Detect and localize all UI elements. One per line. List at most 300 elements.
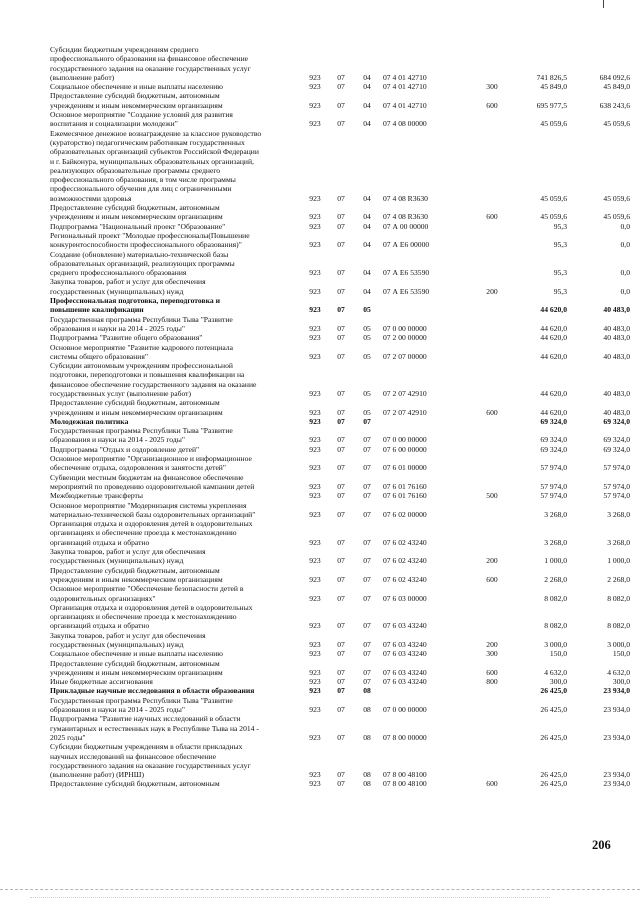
row-amount-1: 2 268,0 [544, 574, 567, 584]
row-amount-2: 69 324,0 [603, 444, 630, 454]
scan-artifact-line [0, 889, 640, 891]
row-gr-code: 923 [309, 640, 321, 649]
row-amount-2: 23 934,0 [603, 705, 630, 715]
row-amount-1: 69 324,0 [540, 444, 567, 454]
table-row [50, 333, 630, 343]
row-name: Социальное обеспечение и иные выплаты населению [50, 649, 223, 659]
row-rz-code: 07 [337, 621, 345, 631]
row-pr-code: 07 [363, 444, 371, 454]
row-target-article: 07 6 03 43240 [383, 640, 427, 649]
row-gr-code: 923 [309, 770, 321, 780]
row-rz-code: 07 [337, 82, 345, 92]
row-gr-code: 923 [309, 286, 321, 296]
row-rz-code: 07 [337, 677, 345, 687]
row-gr-code: 923 [309, 649, 321, 659]
table-row [50, 82, 630, 92]
row-target-article: 07 0 00 00000 [383, 435, 427, 445]
row-gr-code: 923 [309, 416, 321, 426]
row-name: Субсидии бюджетным учреждениям в области прикладных научных исследований на финансовое обеспечение государственного задания на оказание государственных услуг (выполнение работ) (ИРНШ) [50, 742, 251, 780]
row-rz-code: 07 [337, 509, 345, 519]
row-amount-2: 3 268,0 [607, 509, 630, 519]
table-row [50, 742, 630, 780]
row-gr-code: 923 [309, 305, 321, 315]
row-expense-type: 600 [486, 667, 498, 677]
row-pr-code: 04 [363, 268, 371, 278]
row-name: Подпрограмма "Отдых и оздоровление детей" [50, 444, 200, 454]
row-rz-code: 07 [337, 240, 345, 250]
row-amount-2: 23 934,0 [603, 779, 630, 789]
row-expense-type: 200 [486, 286, 498, 296]
row-gr-code: 923 [309, 388, 321, 398]
row-target-article: 07 0 00 00000 [383, 705, 427, 715]
row-pr-code: 07 [363, 667, 371, 677]
row-amount-1: 300,0 [549, 677, 567, 687]
budget-table [50, 45, 630, 789]
row-target-article: 07 6 01 00000 [383, 463, 427, 473]
row-pr-code: 05 [363, 305, 371, 315]
row-amount-2: 4 632,0 [607, 667, 630, 677]
row-gr-code: 923 [309, 779, 321, 789]
row-target-article: 07 6 01 76160 [383, 491, 427, 501]
row-name: Иные бюджетные ассигнования [50, 677, 153, 687]
row-gr-code: 923 [309, 333, 321, 343]
row-target-article: 07 6 02 43240 [383, 537, 427, 547]
row-rz-code: 07 [337, 100, 345, 110]
row-amount-1: 45 059,6 [540, 193, 567, 203]
table-row [50, 677, 630, 687]
row-pr-code: 07 [363, 640, 371, 649]
row-rz-code: 07 [337, 732, 345, 742]
row-name: Предоставление субсидий бюджетным, автономным учреждениям и иным некоммерческим организациям [50, 658, 223, 677]
row-name: Основное мероприятие "Модернизация системы укрепления материально-технической базы оздоровительных организаций" [50, 500, 256, 519]
row-rz-code: 07 [337, 463, 345, 473]
row-amount-1: 26 425,0 [540, 686, 567, 696]
row-pr-code: 08 [363, 686, 371, 696]
row-amount-1: 3 268,0 [544, 537, 567, 547]
row-amount-2: 57 974,0 [603, 491, 630, 501]
row-gr-code: 923 [309, 100, 321, 110]
row-amount-1: 44 620,0 [540, 388, 567, 398]
row-amount-2: 8 082,0 [607, 593, 630, 603]
row-amount-2: 684 092,6 [599, 72, 630, 82]
row-gr-code: 923 [309, 491, 321, 501]
row-pr-code: 07 [363, 416, 371, 426]
row-target-article: 07 8 00 48100 [383, 770, 427, 780]
row-target-article: 07 4 01 42710 [383, 100, 427, 110]
row-gr-code: 923 [309, 240, 321, 250]
row-expense-type: 600 [486, 407, 498, 417]
row-amount-2: 0,0 [620, 221, 630, 231]
table-row [50, 342, 630, 362]
table-row [50, 547, 630, 566]
row-amount-1: 44 620,0 [540, 323, 567, 333]
row-target-article: 07 6 02 43240 [383, 574, 427, 584]
row-target-article: 07 4 08 00000 [383, 119, 427, 129]
row-name: Субсидии бюджетным учреждениям среднего профессионального образования на финансовое обеспечение государственного задания на оказание государственных услуг (выполнение работ) [50, 45, 251, 82]
row-pr-code: 07 [363, 677, 371, 687]
row-pr-code: 04 [363, 286, 371, 296]
row-rz-code: 07 [337, 72, 345, 82]
table-row [50, 779, 630, 789]
row-rz-code: 07 [337, 119, 345, 129]
row-rz-code: 07 [337, 537, 345, 547]
row-gr-code: 923 [309, 509, 321, 519]
row-name: Закупка товаров, работ и услуг для обеспечения государственных (муниципальных) нужд [50, 630, 206, 649]
row-amount-1: 95,3 [553, 240, 567, 250]
page-edge-mark [603, 0, 604, 8]
row-gr-code: 923 [309, 351, 321, 361]
row-rz-code: 07 [337, 407, 345, 417]
row-amount-1: 8 082,0 [544, 593, 567, 603]
row-pr-code: 07 [363, 649, 371, 659]
row-gr-code: 923 [309, 212, 321, 222]
row-pr-code: 07 [363, 537, 371, 547]
row-gr-code: 923 [309, 621, 321, 631]
table-row [50, 221, 630, 231]
table-row [50, 45, 630, 82]
row-rz-code: 07 [337, 491, 345, 501]
row-name: Предоставление субсидий бюджетным, автономным [50, 779, 220, 789]
row-rz-code: 07 [337, 323, 345, 333]
row-pr-code: 04 [363, 212, 371, 222]
row-gr-code: 923 [309, 221, 321, 231]
table-row [50, 565, 630, 585]
row-amount-1: 57 974,0 [540, 463, 567, 473]
row-expense-type: 800 [486, 677, 498, 687]
row-pr-code: 04 [363, 240, 371, 250]
scan-artifact-line [30, 897, 550, 899]
row-pr-code: 04 [363, 119, 371, 129]
row-gr-code: 923 [309, 593, 321, 603]
row-gr-code: 923 [309, 732, 321, 742]
row-name: Закупка товаров, работ и услуг для обеспечения государственных (муниципальных) нужд [50, 547, 206, 566]
row-target-article: 07 2 07 00000 [383, 351, 427, 361]
row-rz-code: 07 [337, 593, 345, 603]
row-amount-1: 3 268,0 [544, 509, 567, 519]
row-pr-code: 05 [363, 388, 371, 398]
row-target-article: 07 6 02 00000 [383, 509, 427, 519]
row-rz-code: 07 [337, 388, 345, 398]
row-pr-code: 07 [363, 574, 371, 584]
row-gr-code: 923 [309, 72, 321, 82]
row-target-article: 07 4 08 R3630 [383, 212, 428, 222]
row-amount-2: 23 934,0 [603, 770, 630, 780]
row-name: Создание (обновление) материально-технической базы образовательных организаций, реализующих программы среднего профессионального образования [50, 249, 235, 278]
row-name: Предоставление субсидий бюджетным, автономным учреждениям и иным некоммерческим организациям [50, 91, 223, 110]
row-amount-1: 95,3 [553, 268, 567, 278]
row-amount-1: 45 849,0 [540, 82, 567, 92]
row-amount-2: 0,0 [620, 286, 630, 296]
row-target-article: 07 6 03 43240 [383, 649, 427, 659]
row-target-article: 07 6 01 76160 [383, 481, 427, 491]
table-row [50, 649, 630, 659]
row-gr-code: 923 [309, 463, 321, 473]
table-row [50, 128, 630, 203]
row-target-article: 07 8 00 48100 [383, 779, 427, 789]
row-target-article: 07 8 00 00000 [383, 732, 427, 742]
row-rz-code: 07 [337, 416, 345, 426]
row-gr-code: 923 [309, 119, 321, 129]
table-row [50, 500, 630, 520]
row-rz-code: 07 [337, 286, 345, 296]
row-target-article: 07 4 01 42710 [383, 82, 427, 92]
row-amount-1: 45 059,6 [540, 119, 567, 129]
row-expense-type: 300 [486, 82, 498, 92]
row-name: Субсидии автономным учреждениям профессиональной подготовки, переподготовки и повышения квалификации на финансовое обеспечение государственного задания на оказание государственных услуг (выполнение работ) [50, 361, 257, 398]
row-amount-2: 23 934,0 [603, 686, 630, 696]
row-pr-code: 05 [363, 333, 371, 343]
row-name: Организация отдыха и оздоровления детей в оздоровительных организациях и обеспечение проезда к местонахождению организаций отдыха и обратно [50, 519, 253, 547]
row-rz-code: 07 [337, 212, 345, 222]
table-row [50, 203, 630, 222]
row-amount-2: 40 483,0 [603, 305, 630, 315]
row-pr-code: 07 [363, 491, 371, 501]
table-row [50, 491, 630, 501]
row-amount-2: 57 974,0 [603, 463, 630, 473]
row-pr-code: 04 [363, 193, 371, 203]
row-rz-code: 07 [337, 667, 345, 677]
row-amount-2: 150,0 [612, 649, 630, 659]
row-name: Государственная программа Республики Тыва "Развитие образования и науки на 2014 - 2025 годы" [50, 426, 233, 445]
row-rz-code: 07 [337, 268, 345, 278]
row-amount-1: 44 620,0 [540, 333, 567, 343]
row-name: Предоставление субсидий бюджетным, автономным учреждениям и иным некоммерческим организациям [50, 565, 223, 584]
row-name: Основное мероприятие "Организационное и информационное обеспечение отдыха, оздоровления и занятости детей" [50, 454, 252, 473]
row-target-article: 07 6 03 43240 [383, 677, 427, 687]
row-target-article: 07 6 03 00000 [383, 593, 427, 603]
row-target-article: 07 4 01 42710 [383, 72, 427, 82]
row-rz-code: 07 [337, 305, 345, 315]
row-amount-2: 3 268,0 [607, 537, 630, 547]
row-pr-code: 08 [363, 732, 371, 742]
row-expense-type: 500 [486, 491, 498, 501]
row-gr-code: 923 [309, 574, 321, 584]
row-gr-code: 923 [309, 435, 321, 445]
row-gr-code: 923 [309, 323, 321, 333]
table-row [50, 602, 630, 631]
row-pr-code: 07 [363, 435, 371, 445]
row-name: Государственная программа Республики Тыва "Развитие образования и науки на 2014 - 2025 годы" [50, 695, 233, 715]
row-name: Основное мероприятие "Создание условий для развития воспитания и социализации молодежи" [50, 110, 233, 129]
row-amount-1: 57 974,0 [540, 481, 567, 491]
table-row [50, 630, 630, 650]
row-amount-1: 26 425,0 [540, 770, 567, 780]
row-gr-code: 923 [309, 407, 321, 417]
row-expense-type: 200 [486, 640, 498, 649]
table-row [50, 110, 630, 129]
row-amount-1: 44 620,0 [540, 407, 567, 417]
row-target-article: 07 6 03 43240 [383, 621, 427, 631]
page-number: 206 [592, 838, 611, 852]
row-expense-type: 300 [486, 649, 498, 659]
row-pr-code: 08 [363, 779, 371, 789]
row-target-article: 07 6 02 43240 [383, 556, 427, 566]
row-name: Подпрограмма "Развитие научных исследований в области гуманитарных и естественных наук в Республике Тыва на 2014 - 2025 годы" [50, 714, 259, 742]
row-target-article: 07 А 00 00000 [383, 221, 429, 231]
row-name: Основное мероприятие "Развитие кадрового потенциала системы общего образования" [50, 342, 233, 361]
row-amount-1: 8 082,0 [544, 621, 567, 631]
row-pr-code: 05 [363, 407, 371, 417]
table-row [50, 686, 630, 696]
row-gr-code: 923 [309, 481, 321, 491]
table-row [50, 519, 630, 547]
row-pr-code: 07 [363, 593, 371, 603]
row-amount-1: 150,0 [549, 649, 567, 659]
row-pr-code: 07 [363, 463, 371, 473]
row-name: Молодежная политика [50, 416, 129, 426]
row-pr-code: 07 [363, 556, 371, 566]
row-pr-code: 08 [363, 770, 371, 780]
row-amount-1: 695 977,5 [536, 100, 567, 110]
row-target-article: 07 А Е6 53590 [383, 268, 430, 278]
row-amount-1: 3 000,0 [544, 640, 567, 649]
row-amount-2: 40 483,0 [603, 333, 630, 343]
row-amount-1: 95,3 [553, 221, 567, 231]
row-name: Предоставление субсидий бюджетным, автономным учреждениям и иным некоммерческим организациям [50, 203, 223, 222]
row-pr-code: 04 [363, 100, 371, 110]
table-row [50, 91, 630, 110]
row-amount-2: 8 082,0 [607, 621, 630, 631]
row-name: Подпрограмма "Национальный проект "Образование" [50, 221, 226, 231]
row-gr-code: 923 [309, 82, 321, 92]
row-target-article: 07 4 08 R3630 [383, 193, 428, 203]
row-amount-1: 69 324,0 [540, 416, 567, 426]
row-rz-code: 07 [337, 444, 345, 454]
row-target-article: 07 А Е6 00000 [383, 240, 430, 250]
row-pr-code: 04 [363, 82, 371, 92]
row-gr-code: 923 [309, 444, 321, 454]
row-pr-code: 04 [363, 72, 371, 82]
row-rz-code: 07 [337, 351, 345, 361]
row-amount-2: 40 483,0 [603, 407, 630, 417]
row-gr-code: 923 [309, 193, 321, 203]
row-gr-code: 923 [309, 556, 321, 566]
row-name: Подпрограмма "Развитие общего образования" [50, 333, 203, 343]
row-amount-2: 1 000,0 [607, 556, 630, 566]
table-row [50, 658, 630, 678]
row-rz-code: 07 [337, 649, 345, 659]
row-amount-1: 741 826,5 [536, 72, 567, 82]
row-amount-2: 40 483,0 [603, 388, 630, 398]
row-name: Субвенции местным бюджетам на финансовое обеспечение мероприятий по проведению оздоровительной кампании детей [50, 472, 255, 491]
row-pr-code: 07 [363, 509, 371, 519]
table-row [50, 714, 630, 742]
row-gr-code: 923 [309, 705, 321, 715]
row-rz-code: 07 [337, 481, 345, 491]
row-target-article: 07 6 03 43240 [383, 667, 427, 677]
row-amount-1: 44 620,0 [540, 305, 567, 315]
row-name: Государственная программа Республики Тыва "Развитие образования и науки на 2014 - 2025 годы" [50, 314, 233, 333]
table-row [50, 454, 630, 473]
row-expense-type: 200 [486, 556, 498, 566]
row-amount-2: 45 059,6 [603, 212, 630, 222]
row-target-article: 07 2 07 42910 [383, 407, 427, 417]
row-amount-1: 57 974,0 [540, 491, 567, 501]
row-amount-2: 45 059,6 [603, 193, 630, 203]
row-rz-code: 07 [337, 640, 345, 649]
row-amount-2: 69 324,0 [603, 435, 630, 445]
row-name: Закупка товаров, работ и услуг для обеспечения государственных (муниципальных) нужд [50, 277, 206, 296]
row-amount-2: 2 268,0 [607, 574, 630, 584]
row-name: Основное мероприятие "Обеспечение безопасности детей в оздоровительных организациях" [50, 584, 244, 603]
table-row [50, 296, 630, 315]
row-amount-2: 300,0 [612, 677, 630, 687]
row-name: Ежемесячное денежное вознаграждение за классное руководство (кураторство) педагогическим работникам государственных образовательных организаций субъектов Российской Федерации и г. Байконура, муниципальных образовательных организаций, реализующих образовательные программы среднего профессионального образования, в том числе программы профессионального обучения для лиц с ограниченными возможностями здоровья [50, 128, 262, 203]
table-row [50, 361, 630, 398]
row-rz-code: 07 [337, 574, 345, 584]
row-name: Региональный проект "Молодые профессионалы(Повышение конкурентоспособности профессионального образования)" [50, 230, 250, 250]
row-rz-code: 07 [337, 779, 345, 789]
row-rz-code: 07 [337, 435, 345, 445]
row-name: Межбюджетные трансферты [50, 491, 143, 501]
row-rz-code: 07 [337, 333, 345, 343]
row-target-article: 07 А Е6 53590 [383, 286, 430, 296]
row-gr-code: 923 [309, 537, 321, 547]
row-rz-code: 07 [337, 556, 345, 566]
row-gr-code: 923 [309, 686, 321, 696]
table-row [50, 230, 630, 250]
row-expense-type: 600 [486, 100, 498, 110]
row-rz-code: 07 [337, 705, 345, 715]
row-amount-2: 3 000,0 [607, 640, 630, 649]
row-amount-1: 26 425,0 [540, 779, 567, 789]
row-amount-1: 26 425,0 [540, 705, 567, 715]
row-amount-1: 45 059,6 [540, 212, 567, 222]
row-pr-code: 05 [363, 323, 371, 333]
row-name: Профессиональная подготовка, переподготовка и повышение квалификации [50, 296, 220, 315]
row-name: Предоставление субсидий бюджетным, автономным учреждениям и иным некоммерческим организациям [50, 398, 223, 417]
row-pr-code: 08 [363, 705, 371, 715]
row-target-article: 07 2 00 00000 [383, 333, 427, 343]
row-amount-2: 45 849,0 [603, 82, 630, 92]
table-row [50, 277, 630, 296]
row-expense-type: 600 [486, 779, 498, 789]
row-expense-type: 600 [486, 212, 498, 222]
row-amount-1: 95,3 [553, 286, 567, 296]
row-gr-code: 923 [309, 268, 321, 278]
row-rz-code: 07 [337, 221, 345, 231]
row-amount-2: 57 974,0 [603, 481, 630, 491]
row-amount-1: 69 324,0 [540, 435, 567, 445]
row-amount-2: 0,0 [620, 240, 630, 250]
row-amount-2: 45 059,6 [603, 119, 630, 129]
table-row [50, 695, 630, 715]
table-row [50, 398, 630, 417]
row-amount-1: 26 425,0 [540, 732, 567, 742]
row-rz-code: 07 [337, 686, 345, 696]
row-amount-2: 0,0 [620, 268, 630, 278]
row-pr-code: 07 [363, 481, 371, 491]
row-pr-code: 07 [363, 621, 371, 631]
table-row [50, 472, 630, 492]
table-row [50, 249, 630, 278]
row-name: Прикладные научные исследования в области образования [50, 686, 255, 696]
table-row [50, 314, 630, 334]
table-row [50, 426, 630, 445]
row-pr-code: 04 [363, 221, 371, 231]
table-row [50, 584, 630, 603]
row-name: Организация отдыха и оздоровления детей в оздоровительных организациях и обеспечение проезда к местонахождению организаций отдыха и обратно [50, 602, 253, 631]
row-amount-2: 40 483,0 [603, 351, 630, 361]
row-amount-2: 23 934,0 [603, 732, 630, 742]
row-amount-2: 69 324,0 [603, 416, 630, 426]
row-amount-2: 638 243,6 [599, 100, 630, 110]
table-row [50, 416, 630, 426]
row-target-article: 07 0 00 00000 [383, 323, 427, 333]
row-gr-code: 923 [309, 667, 321, 677]
row-rz-code: 07 [337, 770, 345, 780]
row-rz-code: 07 [337, 193, 345, 203]
